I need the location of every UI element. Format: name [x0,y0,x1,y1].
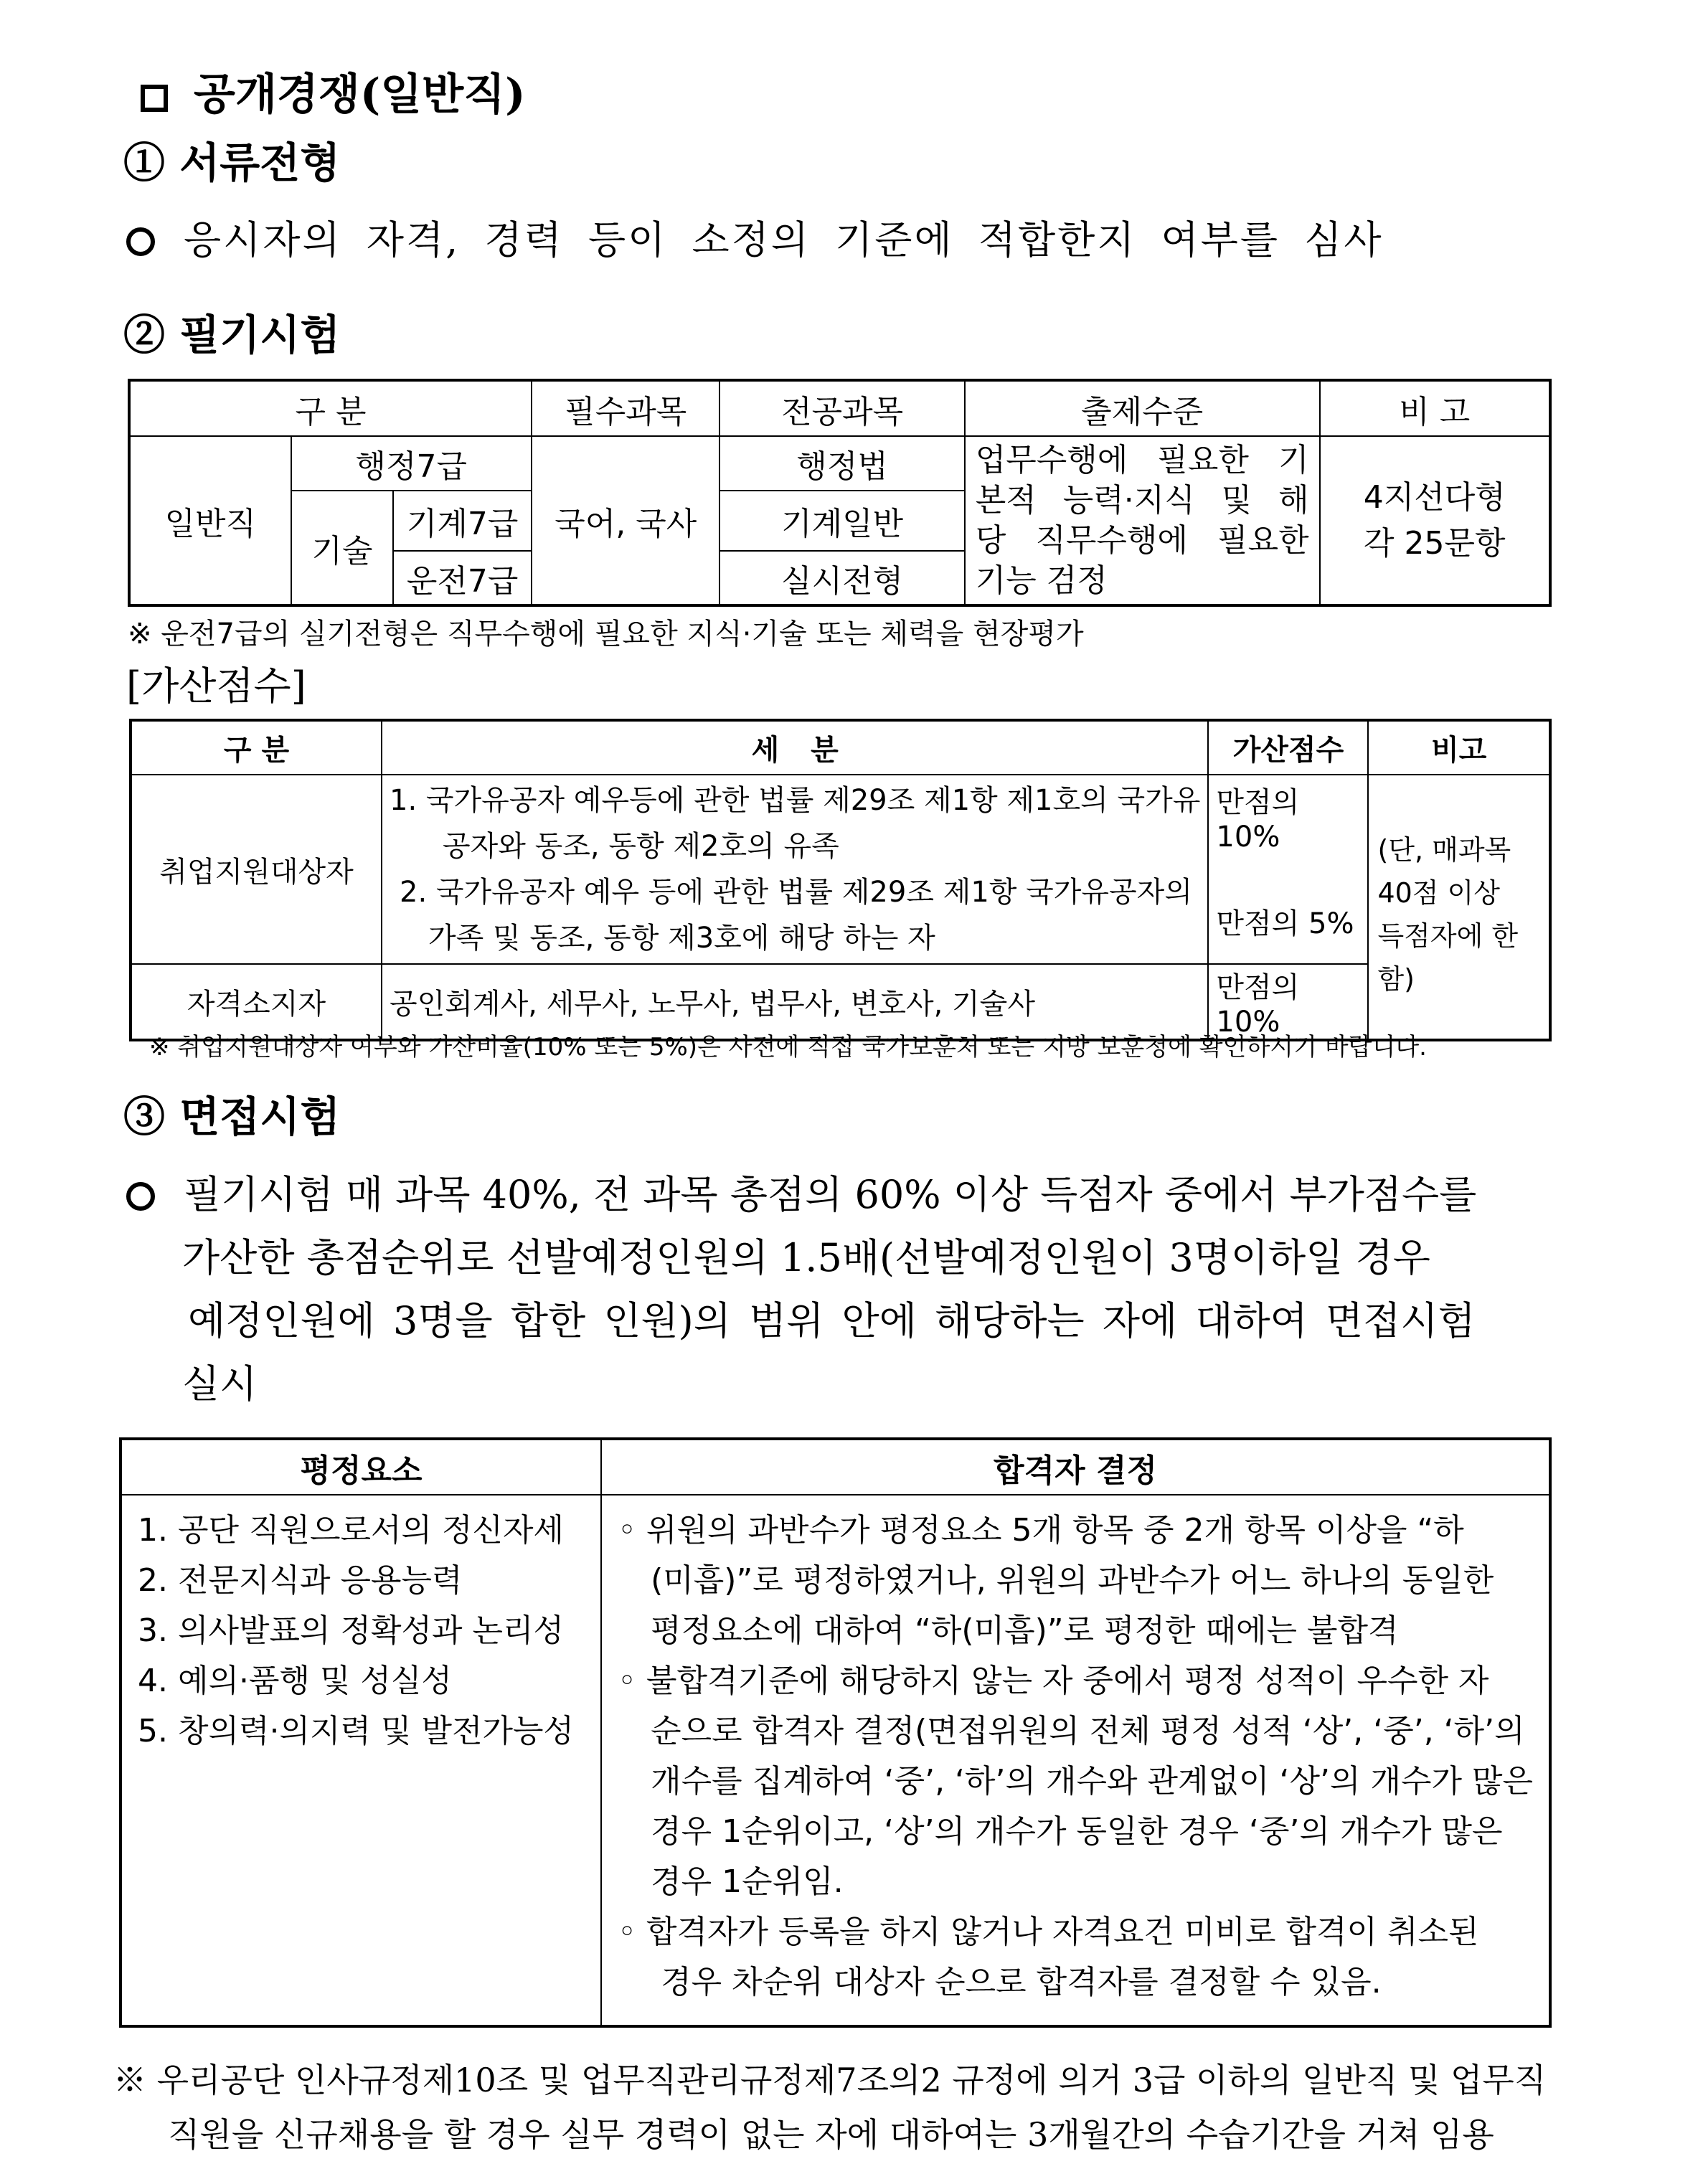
level-line: 본적 능력·지식 및 해 [975,481,1309,519]
grade-drive: 운전7급 [393,551,532,605]
section3-text-line: 실시 [182,1361,258,1407]
bonus-row2-detail: 공인회계사, 세무사, 노무사, 법무사, 변호사, 기술사 [382,964,1208,1040]
factor-item: 2. 전문지식과 응용능력 [138,1562,463,1599]
circle-bullet-icon [126,1182,155,1211]
remark-line: 40점 이상 [1377,876,1501,909]
factor-item: 5. 창의력·의지력 및 발전가능성 [138,1713,574,1749]
decision-line: 평정요소에 대하여 “하(미흡)”로 평정한 때에는 불합격 [651,1612,1399,1649]
major-admin: 행정법 [719,436,964,491]
section3-text-line: 필기시험 매 과목 40%, 전 과목 총점의 60% 이상 득점자 중에서 부가점수를 [184,1172,1477,1217]
major-mech: 기계일반 [719,491,964,551]
bonus-row2-score: 만점의 10% [1208,964,1368,1040]
group-cell: 일반직 [129,436,291,605]
interview-table [119,1437,1552,2028]
section3-title: ③ 면접시험 [123,1092,341,1141]
level-cell [965,436,1320,605]
bonus-title: [가산점수] [126,663,306,709]
level-line: 당 직무수행에 필요한 [975,521,1309,559]
remark-line: 각 25문항 [1364,524,1506,562]
level-line: 기능 검정 [975,562,1108,599]
grade-mech: 기계7급 [393,491,532,551]
page-heading [141,60,526,122]
bonus-header-category: 구 분 [131,720,382,775]
bonus-header-detail: 세 분 [382,720,1208,775]
score-b: 만점의 5% [1216,907,1354,940]
decision-line: ◦ 위원의 과반수가 평정요소 5개 항목 중 2개 항목 이상을 “하 [618,1512,1464,1549]
tech-label: 기술 [291,491,394,605]
decision-line: 순으로 합격자 결정(면접위원의 전체 평정 성적 ‘상’, ‘중’, ‘하’의 [651,1713,1525,1749]
circle-bullet-icon [126,227,155,256]
heading-text: 공개경쟁(일반직) [194,70,526,120]
header-major: 전공과목 [719,380,964,436]
remark-line: 4지선다형 [1363,478,1506,516]
remark-cell [1320,436,1550,605]
written-exam-table [128,379,1552,607]
section2-footnote: ※ 운전7급의 실기전형은 직무수행에 필요한 지식·기술 또는 체력을 현장평가 [128,618,1084,651]
bottom-note-line: 직원을 신규채용을 할 경우 실무 경력이 없는 자에 대하여는 3개월간의 수습기간을 거쳐 임용 [168,2115,1494,2154]
header-category: 구 분 [129,380,532,436]
detail-line: 2. 국가유공자 예우 등에 관한 법률 제29조 제1항 국가유공자의 [400,876,1192,909]
decision-line: 개수를 집계하여 ‘중’, ‘하’의 개수와 관계없이 ‘상’의 개수가 많은 [651,1763,1533,1800]
interview-decision [601,1495,1550,2026]
bonus-row2-label: 자격소지자 [131,964,382,1040]
bonus-remark [1368,775,1550,1040]
factor-item: 3. 의사발표의 정확성과 논리성 [138,1612,564,1649]
detail-line: 가족 및 동조, 동항 제3호에 해당 하는 자 [428,922,935,955]
factor-item: 4. 예의·품행 및 성실성 [138,1663,452,1699]
decision-line: 경우 1순위이고, ‘상’의 개수가 동일한 경우 ‘중’의 개수가 많은 [651,1813,1503,1850]
bonus-header-remark: 비고 [1368,720,1550,775]
bonus-row1-score [1208,775,1368,964]
section1-text-line [126,209,1384,265]
detail-line: 공자와 동조, 동항 제2호의 유족 [443,830,839,863]
interview-header-decision: 합격자 결정 [601,1439,1550,1495]
score-a: 만점의 10% [1216,786,1300,854]
decision-line: 경우 차순위 대상자 순으로 합격자를 결정할 수 있음. [661,1964,1382,2000]
header-required: 필수과목 [532,380,720,436]
decision-line: ◦ 합격자가 등록을 하지 않거나 자격요건 미비로 합격이 취소된 [618,1914,1479,1950]
bonus-row1-label: 취업지원대상자 [131,775,382,964]
bonus-footnote: ※ 취업지원대상자 여부와 가산비율(10% 또는 5%)은 사전에 직접 국가보훈처 또는 지방 보훈청에 확인하시기 바랍니다. [149,1033,1427,1062]
decision-line: 경우 1순위임. [651,1863,844,1900]
header-level: 출제수준 [965,380,1320,436]
section3-text [126,1163,1554,1416]
square-bullet-icon [141,85,168,112]
bonus-header-score: 가산점수 [1208,720,1368,775]
section3-text-line: 예정인원에 3명을 합한 인원)의 범위 안에 해당하는 자에 대하여 면접시험 [188,1298,1476,1343]
major-drive: 실시전형 [719,551,964,605]
remark-line: (단, 매과목 [1377,833,1511,866]
grade-admin: 행정7급 [291,436,532,491]
section1-text: 응시자의 자격, 경력 등이 소정의 기준에 적합한지 여부를 심사 [184,217,1384,263]
section2-title: ② 필기시험 [123,311,341,359]
header-note: 비 고 [1320,380,1550,436]
section1-title: ① 서류전형 [123,138,341,187]
remark-line: 득점자에 한함) [1377,920,1519,995]
decision-line: (미흡)”로 평정하였거나, 위원의 과반수가 어느 하나의 동일한 [651,1562,1494,1599]
decision-line: ◦ 불합격기준에 해당하지 않는 자 중에서 평정 성적이 우수한 자 [618,1663,1489,1699]
bonus-table [129,719,1552,1041]
detail-line: 1. 국가유공자 예우등에 관한 법률 제29조 제1항 제1호의 국가유 [390,784,1201,817]
interview-header-factors: 평정요소 [121,1439,601,1495]
level-line: 업무수행에 필요한 기 [975,441,1309,478]
interview-factors [121,1495,601,2026]
bonus-row1-detail [382,775,1208,964]
bottom-note-line: ※ 우리공단 인사규정제10조 및 업무직관리규정제7조의2 규정에 의거 3급 이하의 일반직 및 업무직 [113,2061,1547,2099]
bottom-note [113,2053,1546,2162]
factor-item: 1. 공단 직원으로서의 정신자세 [138,1512,564,1549]
section3-text-line: 가산한 총점순위로 선발예정인원의 1.5배(선발예정인원이 3명이하일 경우 [182,1235,1430,1280]
required-subjects: 국어, 국사 [532,436,720,605]
